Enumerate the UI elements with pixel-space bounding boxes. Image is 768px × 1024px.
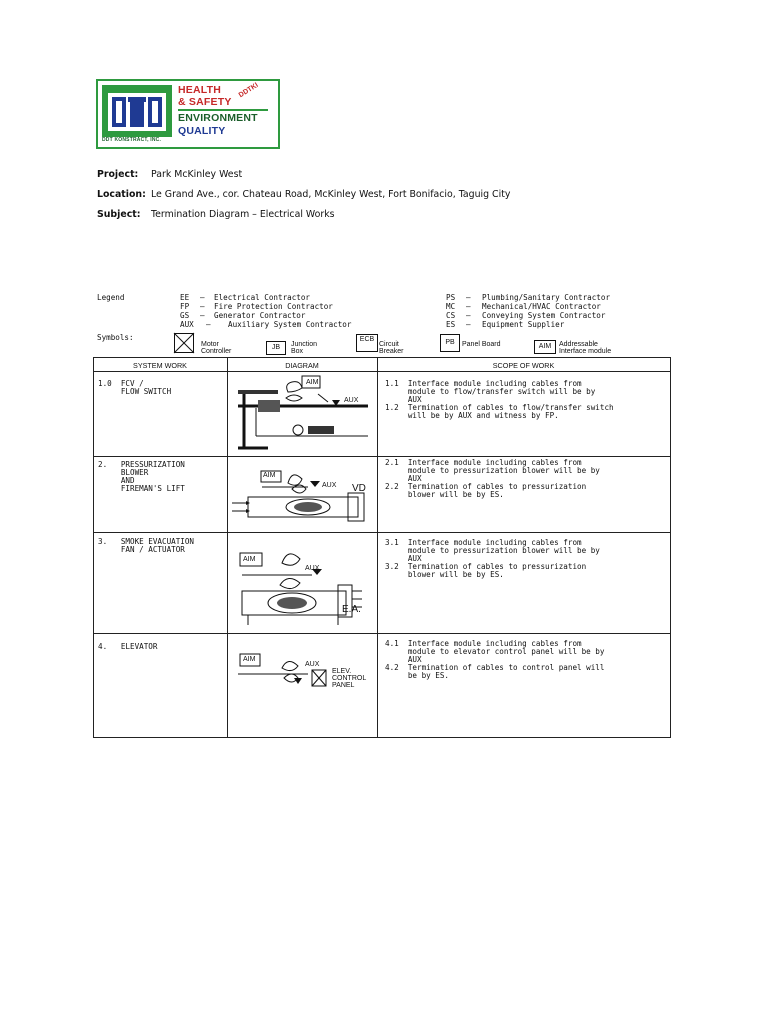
table-row-rule — [93, 633, 671, 634]
table-col-rule — [93, 357, 94, 738]
logo-tag: DDTKI — [237, 81, 260, 100]
symbol-4-label2: Interface module — [559, 348, 612, 355]
table-header-rule — [93, 371, 671, 372]
row-4-aux-label: AUX — [305, 661, 320, 668]
panel-board-icon: PB — [440, 334, 460, 352]
table-col-rule — [377, 357, 378, 738]
symbol-0-label1: Motor — [201, 341, 219, 348]
subject-label: Subject: — [97, 209, 141, 220]
legend-left-0-code: EE — [180, 293, 190, 302]
logo-line-health: HEALTH — [178, 84, 222, 96]
legend-dash: — — [466, 302, 471, 311]
symbol-1-label1: Junction — [291, 341, 318, 348]
legend-right-1-text: Mechanical/HVAC Contractor — [482, 302, 601, 311]
smoke-evacuation-fan-diagram — [228, 533, 376, 633]
location-value: Le Grand Ave., cor. Chateau Road, McKinley West, Fort Bonifacio, Taguig City — [151, 189, 511, 200]
legend-left-2-text: Generator Contractor — [214, 311, 306, 320]
legend-right-0-text: Plumbing/Sanitary Contractor — [482, 293, 611, 302]
legend-dash: — — [200, 302, 205, 311]
table-bottom-rule — [93, 737, 671, 738]
legend-title: Legend — [97, 293, 125, 302]
legend-left-1-text: Fire Protection Contractor — [214, 302, 333, 311]
legend-left-3-text: Auxiliary System Contractor — [228, 320, 352, 329]
logo-line-quality: QUALITY — [178, 125, 226, 137]
row-3-aux-label: AUX — [305, 565, 320, 572]
legend-dash: — — [466, 320, 471, 329]
logo-line-safety: & SAFETY — [178, 96, 232, 108]
legend-dash: — — [466, 311, 471, 320]
aim-icon: AIM — [534, 340, 556, 354]
row-4-control-label: CONTROL — [332, 675, 367, 682]
table-col-rule — [670, 357, 671, 738]
row-2-aux-label: AUX — [322, 482, 337, 489]
legend-right-3-code: ES — [446, 320, 456, 329]
symbols-title: Symbols: — [97, 333, 134, 342]
legend-left-3-code: AUX — [180, 320, 194, 329]
location-label: Location: — [97, 189, 146, 200]
legend-right-1-code: MC — [446, 302, 456, 311]
row-3-aim-label: AIM — [243, 556, 256, 563]
company-logo — [96, 79, 280, 149]
subject-value: Termination Diagram – Electrical Works — [151, 209, 335, 220]
legend-right-2-text: Conveying System Contractor — [482, 311, 606, 320]
project-value: Park McKinley West — [151, 169, 243, 180]
legend-right-0-code: PS — [446, 293, 456, 302]
legend-dash: — — [466, 293, 471, 302]
pressurization-blower-diagram — [228, 457, 376, 532]
ddt-logo-icon — [102, 85, 172, 137]
legend-left-0-text: Electrical Contractor — [214, 293, 311, 302]
row-4-panel-label: PANEL — [332, 682, 355, 689]
symbol-4-label1: Addressable — [559, 341, 598, 348]
row-4-system: 4. ELEVATOR — [98, 642, 158, 651]
row-4-aim-label: AIM — [243, 656, 256, 663]
row-2-vd-label: VD — [352, 483, 366, 494]
row-3-system: 3. SMOKE EVACUATION FAN / ACTUATOR — [98, 537, 195, 554]
symbol-1-label2: Box — [291, 348, 304, 355]
motor-controller-icon — [174, 333, 194, 353]
row-2-aim-label: AIM — [263, 472, 276, 479]
row-4-scope: 4.1 Interface module including cables from module to elevator control panel will be by AUX 4.2 Termination of cables to control panel will be by ES. — [385, 639, 605, 680]
table-row-rule — [93, 532, 671, 533]
legend-dash: — — [200, 293, 205, 302]
junction-box-icon: JB — [266, 341, 286, 355]
row-1-system: 1.0 FCV / FLOW SWITCH — [98, 379, 172, 396]
row-3-ea-label: E.A. — [342, 604, 361, 615]
legend-right-2-code: CS — [446, 311, 456, 320]
row-2-system: 2. PRESSURIZATION BLOWER AND FIREMAN'S LIFT — [98, 460, 185, 493]
header-scope-of-work: SCOPE OF WORK — [492, 361, 555, 370]
symbol-2-label1: Circuit — [379, 341, 399, 348]
row-2-scope: 2.1 Interface module including cables from module to pressurization blower will be by AUX 2.2 Termination of cables to pressurization blower will be by ES. — [385, 458, 600, 499]
legend-dash: — — [206, 320, 211, 329]
row-1-aux-label: AUX — [344, 397, 359, 404]
symbol-2-label2: Breaker — [379, 348, 404, 355]
legend-right-3-text: Equipment Supplier — [482, 320, 565, 329]
legend-left-2-code: GS — [180, 311, 190, 320]
row-4-elev-label: ELEV. — [332, 668, 352, 675]
header-system-work: SYSTEM WORK — [133, 361, 187, 370]
symbol-0-label2: Controller — [201, 348, 232, 355]
table-top-rule — [93, 357, 671, 358]
header-diagram: DIAGRAM — [285, 361, 319, 370]
row-3-scope: 3.1 Interface module including cables from module to pressurization blower will be by AUX 3.2 Termination of cables to pressurization blower will be by ES. — [385, 538, 600, 579]
logo-line-environment: ENVIRONMENT — [178, 112, 258, 124]
row-1-aim-label: AIM — [306, 379, 319, 386]
project-label: Project: — [97, 169, 139, 180]
legend-dash: — — [200, 311, 205, 320]
symbol-3-label1: Panel Board — [462, 341, 501, 348]
logo-divider — [178, 109, 268, 111]
fcv-flow-switch-diagram — [228, 372, 376, 456]
row-1-scope: 1.1 Interface module including cables from module to flow/transfer switch will be by AUX 1.2 Termination of cables to flow/transfer switch will be by AUX and witness by FP. — [385, 379, 614, 420]
circuit-breaker-icon: ECB — [356, 334, 378, 352]
table-row-rule — [93, 456, 671, 457]
logo-company-name: DDT KONSTRACT, INC. — [102, 137, 162, 143]
legend-left-1-code: FP — [180, 302, 190, 311]
